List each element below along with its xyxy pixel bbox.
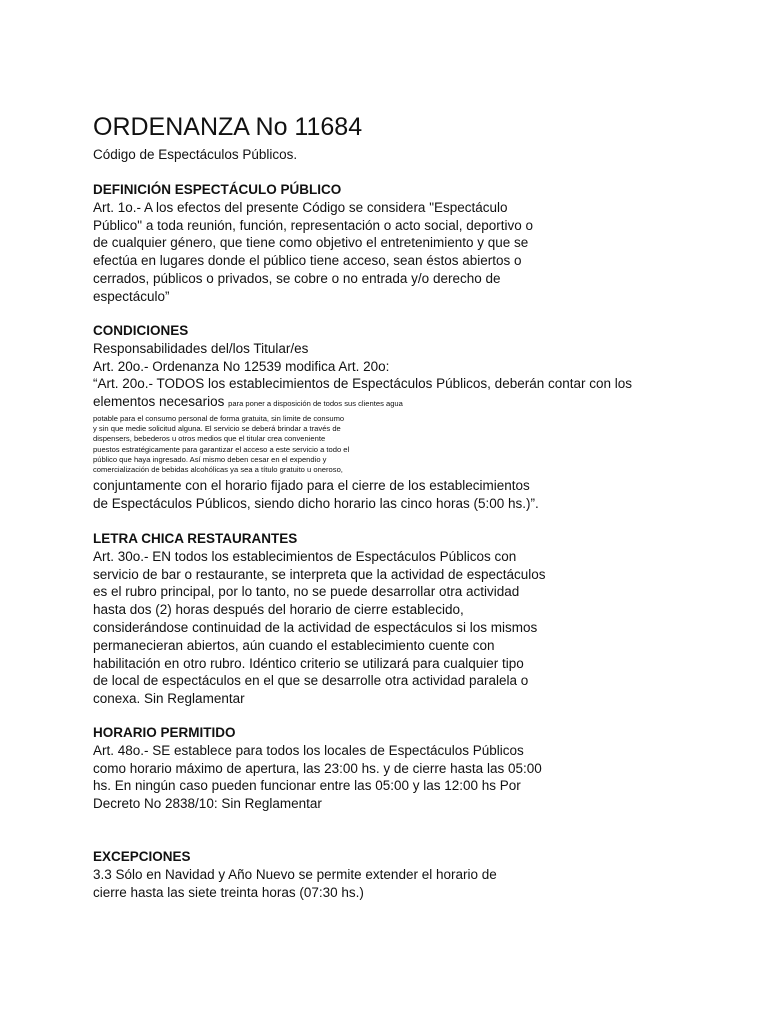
paragraph-line: 3.3 Sólo en Navidad y Año Nuevo se permite extender el horario de (93, 866, 497, 882)
section-heading: HORARIO PERMITIDO (93, 725, 236, 740)
section-condiciones (93, 322, 632, 513)
paragraph-line: Público" a toda reunión, función, representación o acto social, deportivo o (93, 217, 534, 233)
paragraph-fragment: elementos necesarios (93, 394, 225, 410)
paragraph-line: de local de espectáculos en el que se desarrolle otra actividad paralela o (93, 673, 529, 689)
paragraph-line: Art. 20o.- Ordenanza No 12539 modifica Art. 20o: (93, 358, 390, 374)
paragraph-line: Decreto No 2838/10: Sin Reglamentar (93, 796, 322, 812)
fine-print-line: público que haya ingresado. Así mismo deben cesar en el expendio y (93, 454, 327, 464)
paragraph-line: Art. 30o.- EN todos los establecimientos de Espectáculos Públicos con (93, 548, 517, 564)
fine-print-line: y sin que medie solicitud alguna. El servicio se deberá brindar a través de (93, 424, 341, 434)
section-heading: CONDICIONES (93, 323, 189, 338)
section-heading: LETRA CHICA RESTAURANTES (93, 531, 298, 546)
fine-print-fragment: para poner a disposición de todos sus clientes agua (228, 399, 403, 409)
document-subtitle: Código de Espectáculos Públicos. (93, 147, 298, 162)
fine-print-line: comercialización de bebidas alcohólicas ya sea a título gratuito u oneroso, (93, 465, 343, 474)
paragraph-line: cierre hasta las siete treinta horas (07:30 hs.) (93, 884, 364, 900)
mixed-size-line (93, 393, 632, 413)
paragraph-line: conjuntamente con el horario fijado para el cierre de los establecimientos (93, 478, 530, 494)
section-letra-chica (93, 530, 546, 708)
paragraph-line: Art. 48o.- SE establece para todos los locales de Espectáculos Públicos (93, 742, 524, 758)
paragraph-line: de cualquier género, que tiene como objetivo el entretenimiento y que se (93, 235, 529, 251)
document-title: ORDENANZA No 11684 (93, 113, 363, 141)
fine-print-line: puestos estratégicamente para garantizar el acceso a este servicio a todo el (93, 444, 350, 454)
paragraph-line: efectúa en lugares donde el público tiene acceso, sean éstos abiertos o (93, 253, 522, 269)
paragraph-line: como horario máximo de apertura, las 23:00 hs. y de cierre hasta las 05:00 (93, 760, 542, 776)
section-horario (93, 724, 542, 813)
paragraph-line: “Art. 20o.- TODOS los establecimientos de Espectáculos Públicos, deberán contar con los (93, 376, 633, 392)
paragraph-line: cerrados, públicos o privados, se cobre o no entrada y/o derecho de (93, 270, 501, 286)
section-definicion (93, 181, 533, 306)
section-excepciones (93, 848, 497, 901)
fine-print-line: potable para el consumo personal de forma gratuita, sin limite de consumo (93, 413, 345, 423)
fine-print-block (93, 414, 632, 475)
paragraph-line: habilitación en otro rubro. Idéntico criterio se utilizará para cualquier tipo (93, 655, 524, 671)
paragraph-line: de Espectáculos Públicos, siendo dicho horario las cinco horas (5:00 hs.)”. (93, 496, 539, 511)
paragraph-line: servicio de bar o restaurante, se interpreta que la actividad de espectáculos (93, 566, 546, 582)
paragraph-line: hasta dos (2) horas después del horario de cierre establecido, (93, 602, 464, 618)
paragraph-line: Responsabilidades del/los Titular/es (93, 340, 309, 356)
section-heading: EXCEPCIONES (93, 849, 191, 864)
fine-print-line: dispensers, bebederos u otros medios que el titular crea conveniente (93, 434, 326, 444)
paragraph-line: es el rubro principal, por lo tanto, no se puede desarrollar otra actividad (93, 584, 520, 600)
paragraph-line: considerándose continuidad de la actividad de espectáculos si los mismos (93, 619, 538, 635)
paragraph-line: espectáculo” (93, 288, 170, 304)
paragraph-line: conexa. Sin Reglamentar (93, 691, 245, 707)
paragraph-line: Art. 1o.- A los efectos del presente Código se considera "Espectáculo (93, 199, 508, 215)
section-heading: DEFINICIÓN ESPECTÁCULO PÚBLICO (93, 182, 342, 197)
paragraph-line: hs. En ningún caso pueden funcionar entre las 05:00 y las 12:00 hs Por (93, 778, 521, 794)
paragraph-line: permanecieran abiertos, aún cuando el establecimiento cuente con (93, 637, 495, 653)
